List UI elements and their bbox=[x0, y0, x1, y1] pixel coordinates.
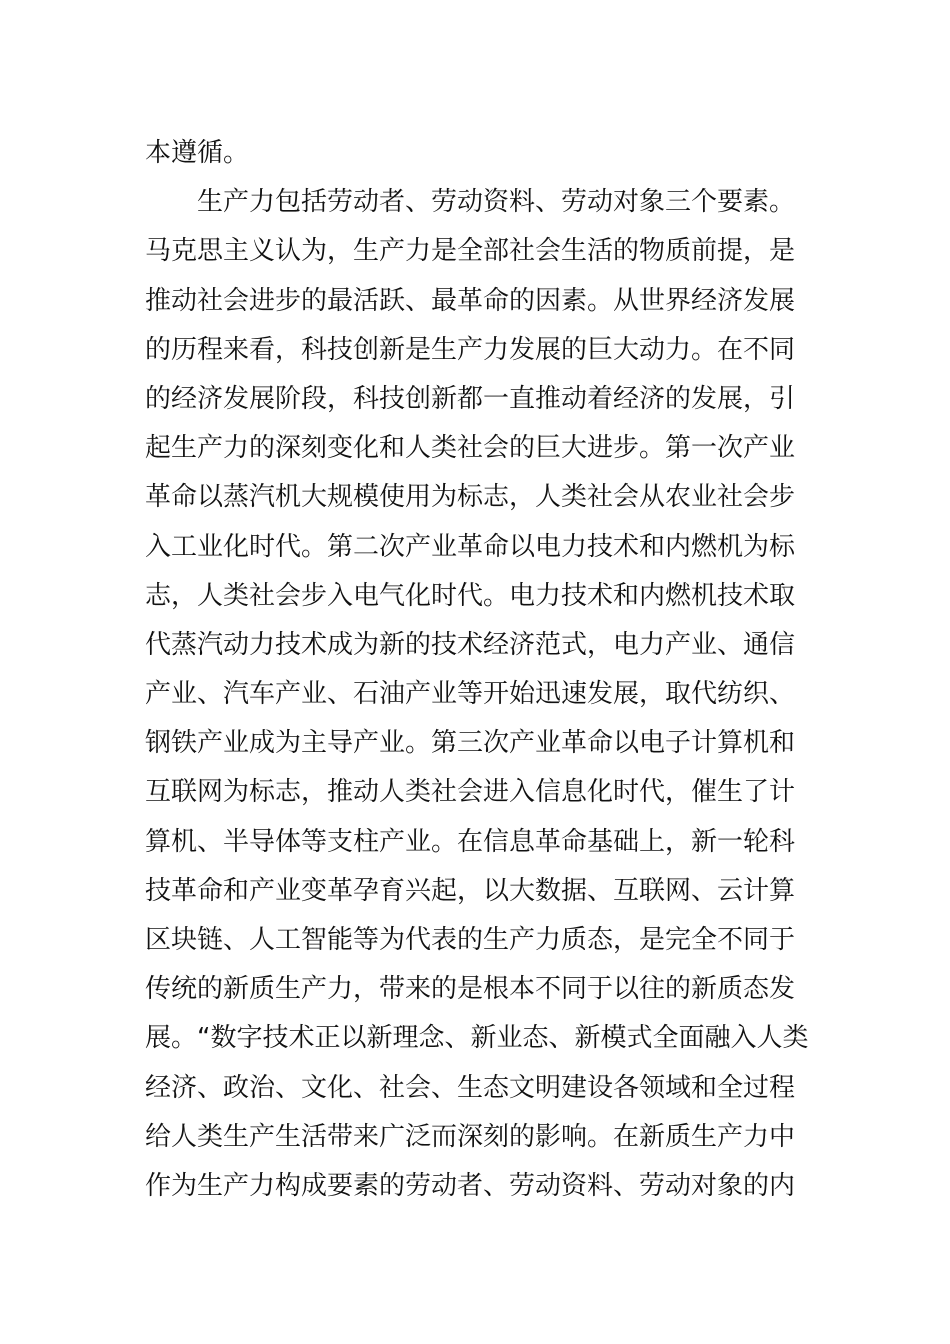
text-line: 传统的新质生产力，带来的是根本不同于以往的新质态发 bbox=[145, 974, 796, 1005]
text-line: 经济、政治、文化、社会、生态文明建设各领域和全过程 bbox=[145, 1072, 796, 1103]
text-line: 算机、半导体等支柱产业。在信息革命基础上，新一轮科 bbox=[145, 826, 796, 857]
text-line: 展。“数字技术正以新理念、新业态、新模式全面融入人类 bbox=[145, 1023, 809, 1054]
text-line: 马克思主义认为，生产力是全部社会生活的物质前提，是 bbox=[145, 236, 796, 267]
text-line: 本遵循。 bbox=[145, 138, 250, 168]
text-line: 技革命和产业变革孕育兴起，以大数据、互联网、云计算 bbox=[145, 875, 796, 906]
text-line: 入工业化时代。第二次产业革命以电力技术和内燃机为标 bbox=[145, 531, 796, 562]
text-line: 代蒸汽动力技术成为新的技术经济范式，电力产业、通信 bbox=[145, 629, 796, 660]
text-line: 互联网为标志，推动人类社会进入信息化时代，催生了计 bbox=[145, 777, 796, 808]
text-line: 区块链、人工智能等为代表的生产力质态，是完全不同于 bbox=[145, 925, 796, 955]
text-line: 生产力包括劳动者、劳动资料、劳动对象三个要素。 bbox=[145, 187, 796, 218]
text-line: 的经济发展阶段，科技创新都一直推动着经济的发展，引 bbox=[145, 383, 796, 414]
text-line: 钢铁产业成为主导产业。第三次产业革命以电子计算机和 bbox=[145, 728, 796, 759]
text-line: 给人类生产生活带来广泛而深刻的影响。在新质生产力中 bbox=[145, 1121, 796, 1152]
text-line: 志，人类社会步入电气化时代。电力技术和内燃机技术取 bbox=[145, 580, 796, 611]
text-line: 推动社会进步的最活跃、最革命的因素。从世界经济发展 bbox=[145, 285, 796, 316]
text-line: 起生产力的深刻变化和人类社会的巨大进步。第一次产业 bbox=[145, 433, 796, 464]
text-line: 产业、汽车产业、石油产业等开始迅速发展，取代纺织、 bbox=[145, 679, 796, 710]
text-line: 的历程来看，科技创新是生产力发展的巨大动力。在不同 bbox=[145, 334, 796, 365]
text-line: 革命以蒸汽机大规模使用为标志，人类社会从农业社会步 bbox=[145, 482, 796, 513]
body-text bbox=[145, 129, 815, 1211]
text-line: 作为生产力构成要素的劳动者、劳动资料、劳动对象的内 bbox=[145, 1170, 796, 1201]
